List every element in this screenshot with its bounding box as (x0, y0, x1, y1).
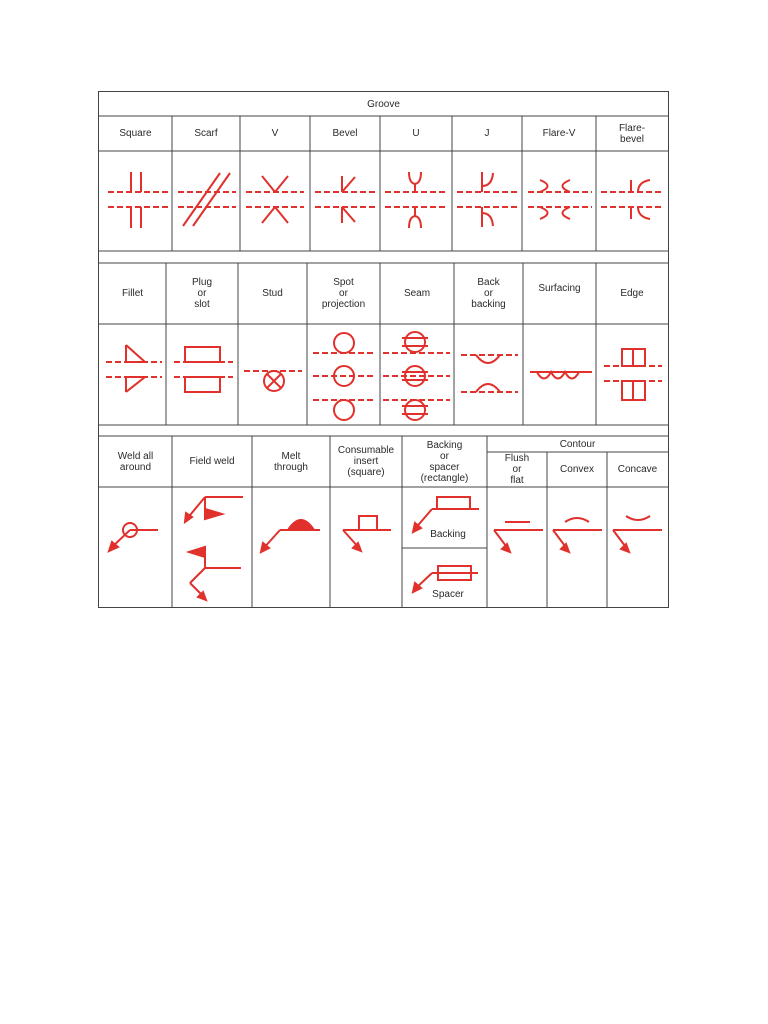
col-plug: Plug or slot (191, 277, 212, 310)
col-seam: Seam (403, 288, 431, 299)
col-scarf: Scarf (194, 128, 218, 139)
col-back: Back or backing (471, 277, 506, 310)
fillet-weld-symbol (106, 345, 162, 392)
groove-title: Groove (367, 98, 400, 110)
u-groove-symbol (385, 172, 447, 228)
plug-slot-weld-symbol (174, 347, 233, 392)
spot-projection-weld-symbol (313, 333, 373, 420)
bevel-groove-symbol (315, 176, 376, 223)
v-groove-symbol (246, 176, 304, 223)
contour-title: Contour (559, 438, 596, 450)
back-backing-weld-symbol (461, 355, 518, 392)
concave-contour-symbol (613, 516, 662, 552)
col-square: Square (119, 128, 152, 139)
col-surfacing: Surfacing (538, 282, 581, 294)
col-fillet: Fillet (121, 288, 144, 299)
col-backing-spacer: Backing or spacer (rectangle) (420, 439, 469, 484)
col-weld-all-around: Weld all around (117, 450, 154, 473)
col-convex: Convex (560, 464, 594, 475)
spacer-label: Spacer (432, 589, 464, 600)
col-melt-through: Melt through (274, 450, 308, 473)
col-spot: Spot or projection (321, 277, 366, 310)
flush-contour-symbol (494, 522, 543, 552)
col-field-weld: Field weld (189, 456, 235, 467)
edge-weld-symbol (604, 349, 662, 400)
backing-symbol (413, 497, 479, 532)
col-edge: Edge (620, 288, 644, 299)
seam-weld-symbol (383, 332, 450, 420)
backing-label: Backing (430, 529, 466, 540)
col-concave: Concave (617, 464, 658, 475)
square-groove-symbol (108, 172, 168, 228)
stud-weld-symbol (244, 371, 302, 391)
col-consumable-insert: Consumable insert (square) (337, 445, 395, 478)
convex-contour-symbol (553, 518, 602, 552)
col-bevel: Bevel (332, 128, 358, 139)
flare-bevel-groove-symbol (601, 180, 664, 219)
weld-all-around-symbol (109, 523, 158, 551)
col-stud: Stud (262, 288, 283, 299)
col-flush: Flush or flat (504, 453, 530, 486)
spacer-symbol (413, 566, 478, 592)
surfacing-weld-symbol (530, 372, 592, 379)
col-j: J (484, 128, 490, 139)
consumable-insert-symbol (343, 516, 391, 551)
col-flare-bevel: Flare- bevel (618, 122, 646, 145)
flare-v-groove-symbol (528, 180, 592, 219)
melt-through-symbol (261, 520, 320, 552)
field-weld-symbol (185, 497, 243, 600)
col-u: U (412, 128, 420, 139)
col-flare-v: Flare-V (542, 128, 576, 139)
col-v: V (271, 128, 279, 139)
scarf-groove-symbol (178, 173, 236, 226)
j-groove-symbol (457, 172, 518, 227)
